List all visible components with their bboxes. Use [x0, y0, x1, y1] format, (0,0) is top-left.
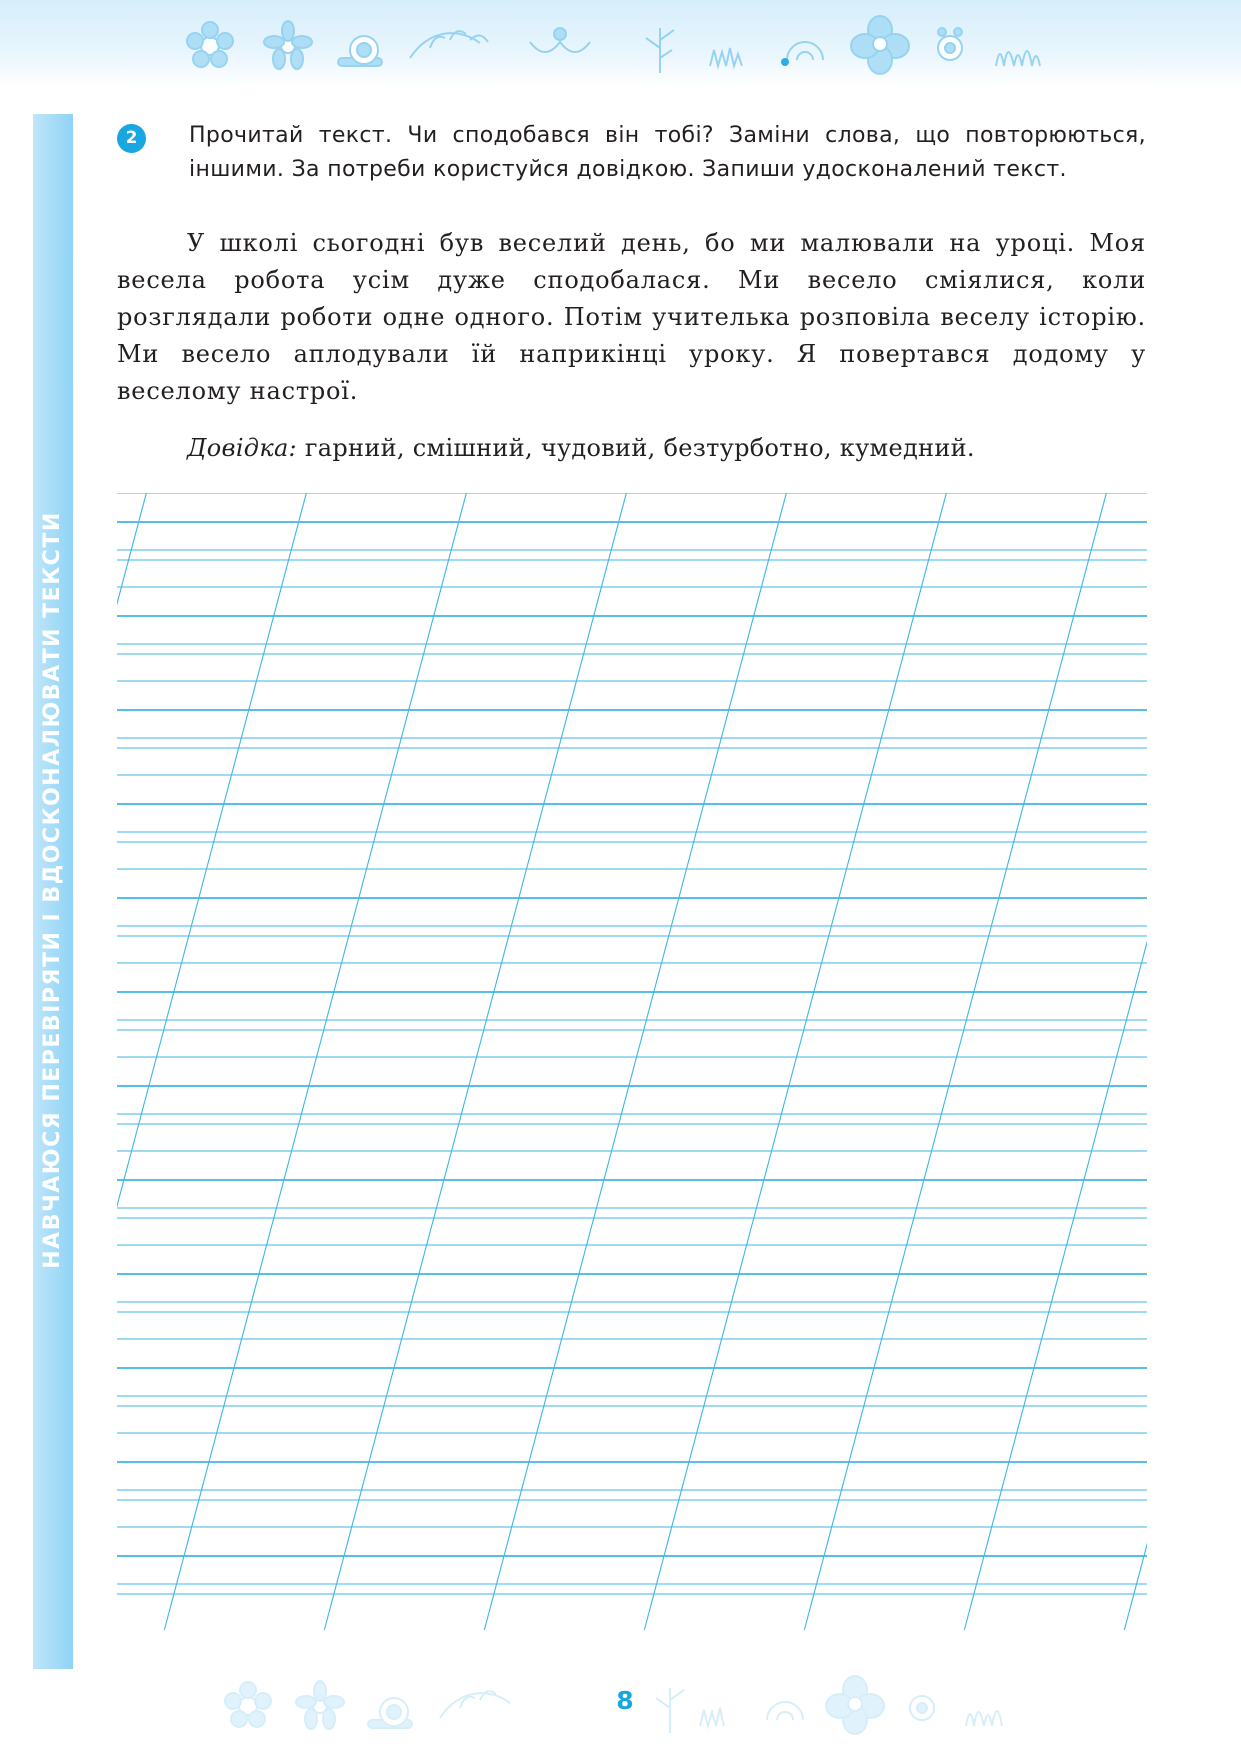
header-ornament: [0, 12, 1241, 82]
grass-icon: [966, 1711, 1002, 1726]
slant-guide-line: [644, 493, 957, 1630]
hint-paragraph: [117, 430, 1146, 467]
grass-icon: [710, 48, 742, 66]
snail-icon: [338, 36, 382, 66]
handwriting-practice-area[interactable]: [117, 493, 1147, 1630]
slant-guide-line: [117, 493, 317, 1630]
slant-guide-line: [117, 493, 157, 1630]
slant-guide-line: [484, 493, 797, 1630]
swirl-icon: [767, 1702, 803, 1720]
hint-label: Довідка:: [187, 434, 297, 462]
flower-icon: [851, 16, 909, 74]
leaf-icon: [410, 31, 488, 58]
slant-guide-line: [324, 493, 637, 1630]
page-number: 8: [600, 1684, 650, 1718]
swirl-icon: [781, 42, 823, 66]
flower-icon: [530, 28, 590, 52]
slant-guide-line: [804, 493, 1117, 1630]
flower-icon: [910, 1696, 934, 1720]
grass-icon: [996, 51, 1040, 66]
flower-icon: [264, 21, 312, 69]
flower-icon: [826, 1676, 884, 1734]
section-title: НАВЧАЮСЯ ПЕРЕВІРЯТИ І ВДОСКОНАЛЮВАТИ ТЕКСТИ: [40, 511, 65, 1269]
flower-icon: [296, 1681, 344, 1729]
flower-icon: [225, 1682, 271, 1727]
hint-words: гарний, смішний, чудовий, безтурботно, кумедний.: [296, 434, 975, 462]
story-text: У школі сьогодні був веселий день, бо ми малювали на уроці. Моя весела робота усім дуже сподобалася. Ми весело сміялися, коли розглядали роботи одне одного. Потім учителька розповіла веселу історію. Ми весело аплодували їй наприкінці уроку. Я повертався додому у веселому настрої.: [117, 229, 1146, 405]
snail-icon: [368, 1698, 412, 1728]
slant-guide-line: [1124, 493, 1147, 1630]
leaf-icon: [440, 1691, 510, 1718]
twig-icon: [656, 1688, 684, 1733]
slant-guide-line: [164, 493, 477, 1630]
task-instruction: Прочитай текст. Чи сподобався він тобі? Заміни слова, що повторюються, іншими. За потреби користуйся довідкою. Запиши удосконалений текст.: [189, 123, 1146, 182]
slant-guide-line: [964, 493, 1147, 1630]
grass-icon: [700, 1708, 724, 1726]
flower-icon: [938, 28, 962, 60]
twig-icon: [646, 28, 674, 73]
task-number-badge: 2: [117, 124, 146, 153]
flower-icon: [187, 22, 233, 67]
